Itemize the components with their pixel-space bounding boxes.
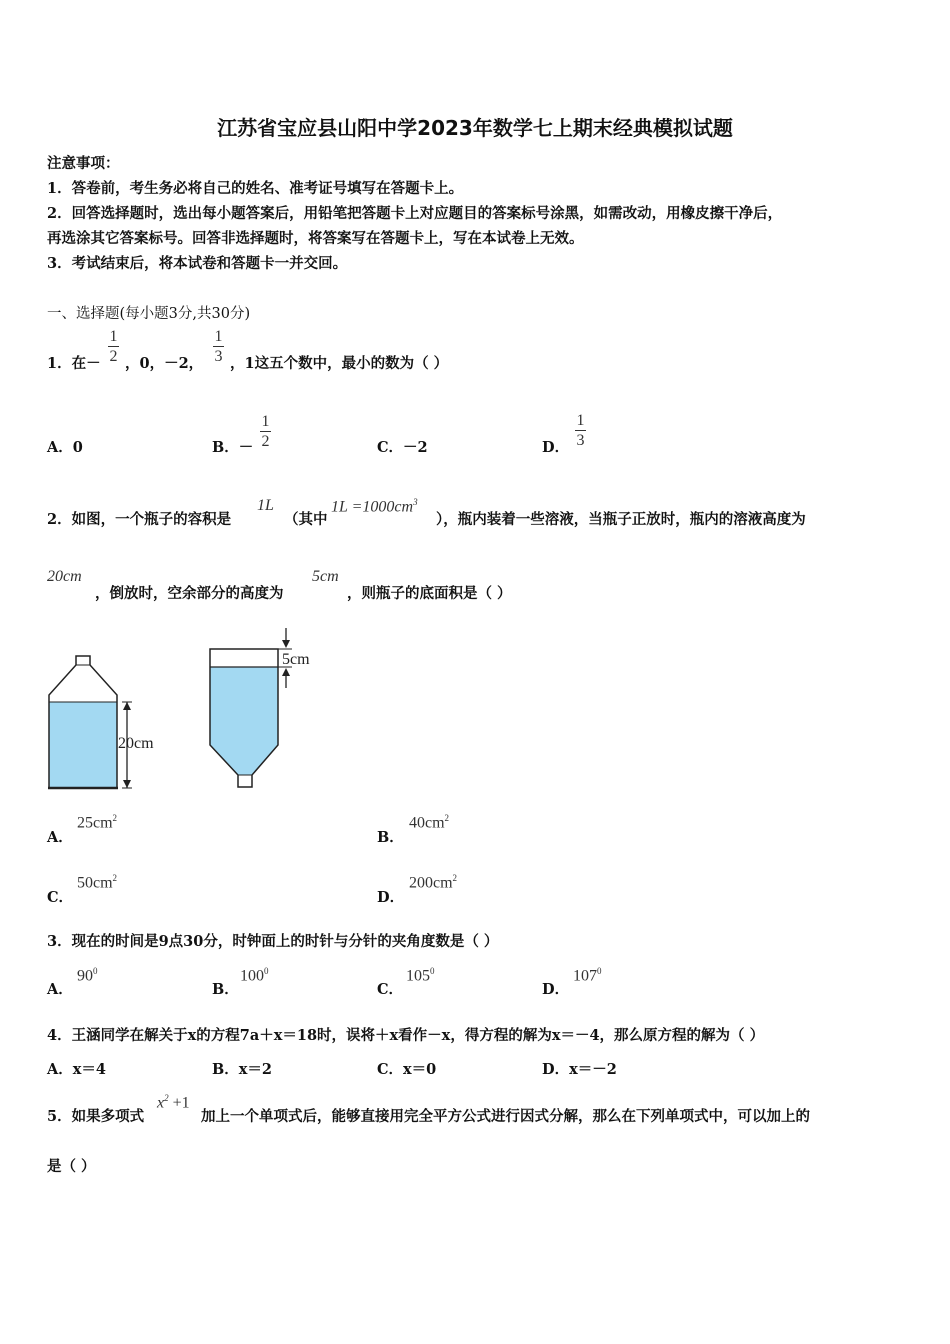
q1-option-b-frac: 1 2	[261, 413, 270, 450]
q2-line2-b: ，则瓶子的底面积是（ ）	[347, 585, 512, 602]
q4-option-d: D．x＝－2	[542, 1061, 617, 1078]
page-title: 江苏省宝应县山阳中学2023年数学七上期末经典模拟试题	[217, 116, 733, 140]
q3-option-b-value: $100^0$	[240, 966, 269, 985]
bottle-inverted-gap-label: 5cm	[282, 651, 310, 668]
bottle-upright-height-label: 20cm	[118, 735, 154, 752]
q1-prefix: 1．在－	[47, 355, 101, 372]
q3-option-b-label: B．	[212, 981, 239, 998]
q2-option-d-label: D．	[377, 889, 405, 906]
q3-option-d-label: D．	[542, 981, 570, 998]
q2-option-a-value: $25cm^2$	[77, 813, 118, 832]
q1-suffix: ，1这五个数中，最小的数为（ ）	[230, 355, 449, 372]
q1-option-d-frac: 1 3	[576, 412, 585, 449]
q3-option-c-value: $105^0$	[406, 966, 435, 985]
notice-item-2-cont: 再选涂其它答案标号。回答非选择题时，将答案写在答题卡上，写在本试卷上无效。	[47, 230, 584, 247]
bottle-upright-liquid	[49, 702, 117, 788]
q4-option-c: C．x＝0	[377, 1061, 437, 1078]
q2-option-d-value: $200cm^2$	[409, 873, 458, 892]
q4-stem: 4．王涵同学在解关于x的方程7a＋x＝18时，误将＋x看作－x，得方程的解为x＝－4，那么原方程的解为（ ）	[47, 1027, 765, 1044]
notice-item-1: 1．答卷前，考生务必将自己的姓名、准考证号填写在答题卡上。	[47, 180, 464, 197]
q2-line1-b: （其中	[284, 511, 328, 528]
q3-option-a-label: A．	[47, 981, 73, 998]
q2-line2-a: ，倒放时，空余部分的高度为	[95, 585, 284, 602]
q5-rest: 加上一个单项式后，能够直接用完全平方公式进行因式分解，那么在下列单项式中，可以加上的	[201, 1108, 810, 1125]
bottle-upright	[48, 656, 154, 788]
q2-option-a-label: A．	[47, 829, 73, 846]
section-heading: 一、选择题(每小题3分,共30分)	[47, 306, 251, 322]
bottle-inverted	[210, 628, 310, 787]
q1-option-c: C．－2	[377, 439, 428, 456]
q2-equation: $1L =1000cm^3$	[331, 497, 418, 516]
q3-stem: 3．现在的时间是9点30分，时钟面上的时针与分针的夹角度数是（ ）	[47, 933, 499, 950]
q2-volume: 1L	[257, 497, 274, 514]
q2-line1-c: ），瓶内装着一些溶液，当瓶子正放时，瓶内的溶液高度为	[436, 511, 806, 528]
q2-option-c-value: $50cm^2$	[77, 873, 118, 892]
q3-option-c-label: C．	[377, 981, 404, 998]
q1-option-b: B．－	[212, 439, 254, 456]
q1-option-a: A．0	[47, 439, 83, 456]
q2-line1-a: 2．如图，一个瓶子的容积是	[47, 511, 232, 528]
q4-option-a: A．x＝4	[47, 1061, 106, 1078]
q1-frac-third: 1 3	[214, 328, 223, 365]
notice-item-3: 3．考试结束后，将本试卷和答题卡一并交回。	[47, 255, 348, 272]
q1-frac-half: 1 2	[109, 328, 118, 365]
q1-option-d: D．	[542, 439, 570, 456]
notice-heading: 注意事项：	[47, 155, 120, 172]
q2-height-empty: 5cm	[312, 568, 339, 585]
notice-item-2: 2．回答选择题时，选出每小题答案后，用铅笔把答题卡上对应题目的答案标号涂黑，如需改动，用橡皮擦干净后，	[47, 205, 783, 222]
q3-option-a-value: $90^0$	[77, 966, 98, 985]
q2-option-b-value: $40cm^2$	[409, 813, 450, 832]
q5-line2: 是（ ）	[47, 1158, 96, 1175]
q4-option-b: B．x＝2	[212, 1061, 272, 1078]
q2-height-upright: 20cm	[47, 568, 82, 585]
bottle-figure	[40, 620, 330, 800]
q1-part2: ，0，－2，	[125, 355, 204, 372]
q5-prefix: 5．如果多项式	[47, 1108, 145, 1125]
q2-option-b-label: B．	[377, 829, 404, 846]
q2-option-c-label: C．	[47, 889, 74, 906]
q5-polynomial: $x^2 +1$	[157, 1093, 190, 1112]
q3-option-d-value: $107^0$	[573, 966, 602, 985]
